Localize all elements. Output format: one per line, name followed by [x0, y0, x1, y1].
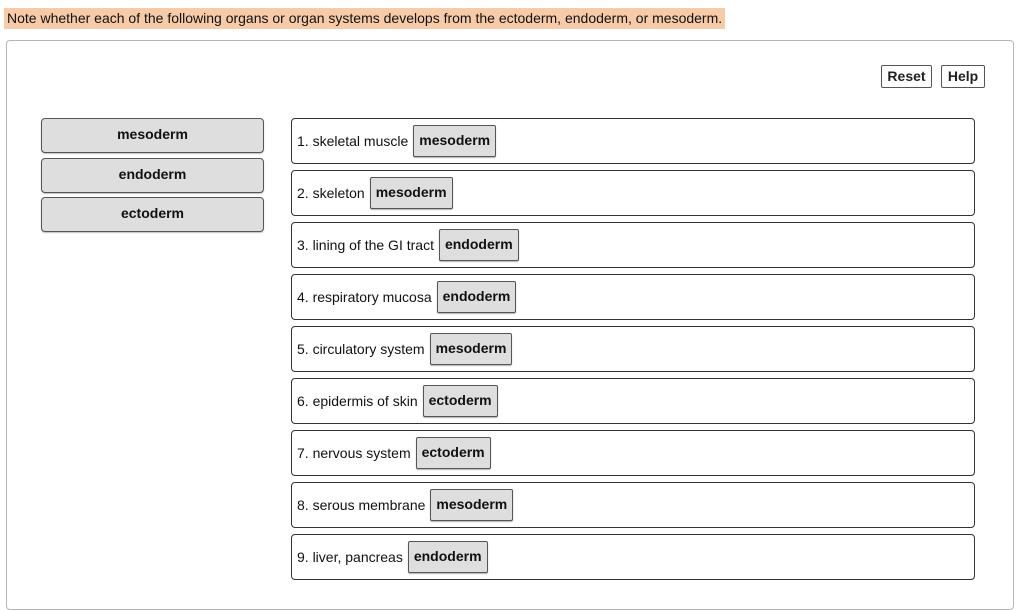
drop-row-4[interactable]: [291, 274, 975, 320]
row-label: 9. liver, pancreas: [297, 549, 403, 565]
drop-row-8[interactable]: [291, 482, 975, 528]
drop-row-1[interactable]: [291, 118, 975, 164]
drop-row-5[interactable]: [291, 326, 975, 372]
answer-chip[interactable]: mesoderm: [413, 125, 496, 157]
answer-chip[interactable]: mesoderm: [430, 489, 513, 521]
answer-chip[interactable]: mesoderm: [430, 333, 513, 365]
row-label: 2. skeleton: [297, 185, 365, 201]
reset-button[interactable]: Reset: [881, 65, 932, 88]
answer-chip[interactable]: endoderm: [408, 541, 488, 573]
row-label: 6. epidermis of skin: [297, 393, 418, 409]
row-label: 4. respiratory mucosa: [297, 289, 432, 305]
answer-chip[interactable]: endoderm: [439, 229, 519, 261]
source-label-ectoderm[interactable]: ectoderm: [41, 197, 264, 232]
source-label-endoderm[interactable]: endoderm: [41, 158, 264, 193]
drop-row-6[interactable]: [291, 378, 975, 424]
answer-chip[interactable]: mesoderm: [370, 177, 453, 209]
instructions-text: Note whether each of the following organs or organ systems develops from the ectoderm, endoderm, or mesoderm.: [4, 8, 725, 29]
drop-row-9[interactable]: [291, 534, 975, 580]
row-label: 3. lining of the GI tract: [297, 237, 434, 253]
help-button[interactable]: Help: [941, 65, 985, 88]
source-label-mesoderm[interactable]: mesoderm: [41, 118, 264, 153]
drop-row-2[interactable]: [291, 170, 975, 216]
answer-chip[interactable]: ectoderm: [423, 385, 498, 417]
row-label: 1. skeletal muscle: [297, 133, 409, 149]
answer-chip[interactable]: endoderm: [437, 281, 517, 313]
row-label: 7. nervous system: [297, 445, 411, 461]
drop-row-3[interactable]: [291, 222, 975, 268]
row-label: 8. serous membrane: [297, 497, 426, 513]
row-label: 5. circulatory system: [297, 341, 425, 357]
drop-row-7[interactable]: [291, 430, 975, 476]
answer-chip[interactable]: ectoderm: [416, 437, 491, 469]
